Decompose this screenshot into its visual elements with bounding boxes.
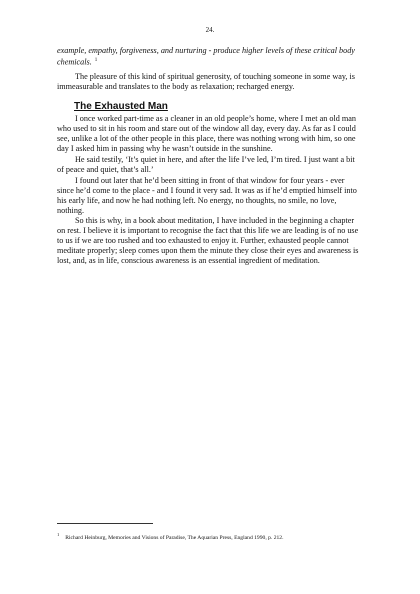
body-paragraph: So this is why, in a book about meditation, I have included in the beginning a chapter on rest. I believe it is important to recognise the fact that this life we are leading is of no use to us if we are too rushed and too exhausted to enjoy it. Further, exhausted people cannot meditate properly; sleep comes upon them the minute they close their eyes and awareness is lost, and, as in life, conscious awareness is an essential ingredient of meditation. (57, 215, 359, 265)
body-paragraph: I found out later that he’d been sitting in front of that window for four years - ever since he’d come to the place - and I found it very sad. It was as if he’d emptied himself into his early life, and now he had nothing left. No energy, no thoughts, no smile, no love, nothing. (57, 175, 357, 215)
footnote-mark: 1 (57, 532, 60, 537)
quoted-passage (57, 46, 362, 68)
page-number: 24. (205, 26, 215, 34)
footnote (57, 531, 377, 542)
footnote-reference: 1 (94, 58, 98, 63)
quoted-passage-text: example, empathy, forgiveness, and nurturing - produce higher levels of these critical body chemicals. (57, 46, 355, 67)
footnote-divider (57, 523, 153, 524)
page-body (57, 46, 362, 266)
body-paragraph: I once worked part-time as a cleaner in an old people’s home, where I met an old man who used to sit in his room and stare out of the window all day, every day. As far as I could see, unlike a lot of the other people in this place, there was nothing wrong with him, so one day I asked him in passing why he wasn’t outside in the sunshine. (57, 113, 356, 153)
section-heading: The Exhausted Man (74, 100, 168, 112)
footnote-text: Richard Heinburg, Memories and Visions of Paradise, The Aquarian Press, England 1990, p. 212. (65, 534, 284, 541)
intro-paragraph: The pleasure of this kind of spiritual generosity, of touching someone in some way, is immeasurable and translates to the body as relaxation; recharged energy. (57, 71, 355, 91)
body-paragraph: He said testily, ‘It’s quiet in here, and after the life I’ve led, I’m tired. I just want a bit of peace and quiet, that’s all.’ (57, 154, 355, 174)
